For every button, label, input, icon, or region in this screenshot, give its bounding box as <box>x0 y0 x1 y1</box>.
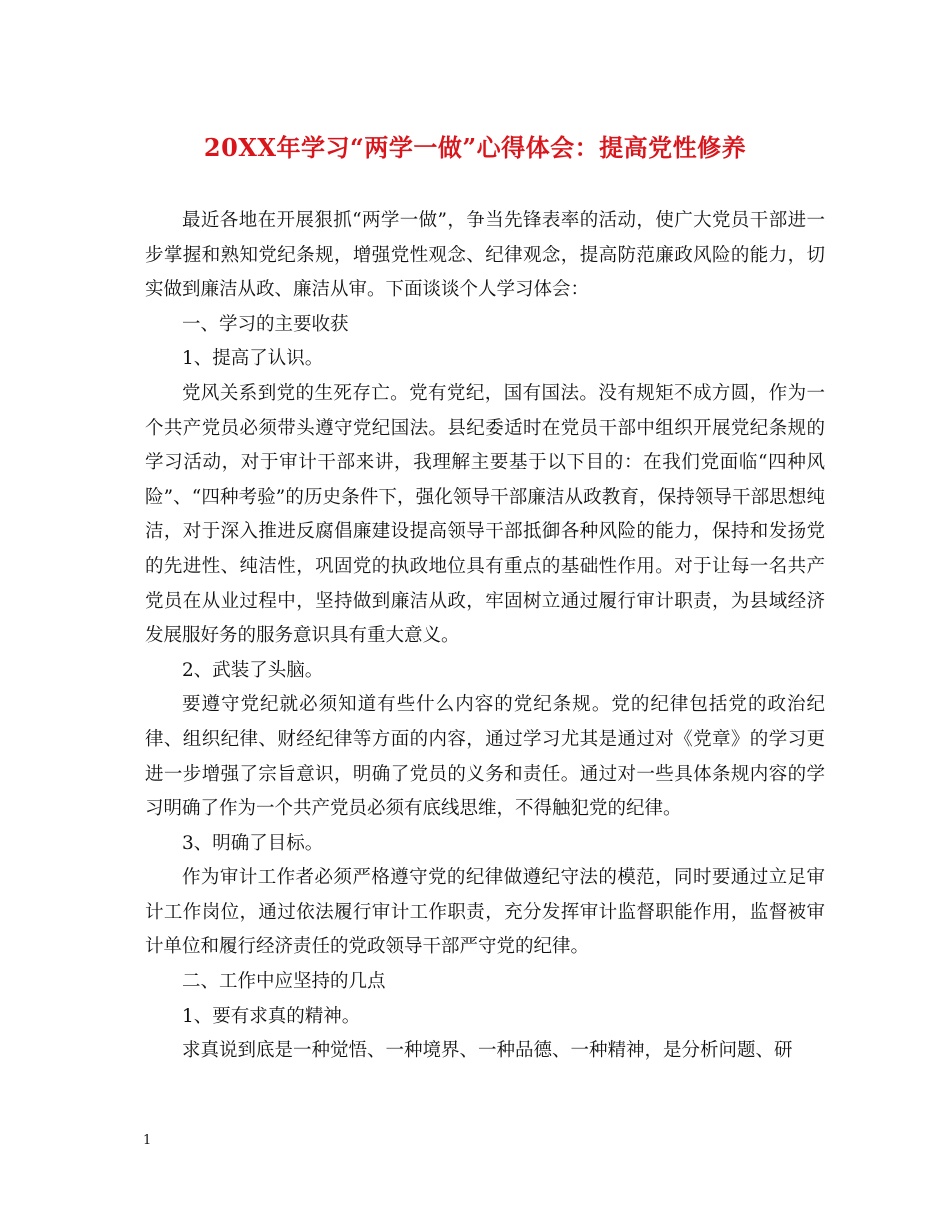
section-heading-1: 一、学习的主要收获 <box>182 313 349 335</box>
paragraph-1-3: 作为审计工作者必须严格遵守党的纪律做遵纪守法的模范，同时要通过立足审计工作岗位，通过依法履行审计工作职责，充分发挥审计监督职能作用，监督被审计单位和履行经济责任的党政领导干部严守党的纪律。 <box>145 867 825 958</box>
page-number: 1 <box>143 1133 152 1148</box>
paragraph-intro: 最近各地在开展狠抓“两学一做”，争当先锋表率的活动，使广大党员干部进一步掌握和熟知党纪条规，增强党性观念、纪律观念，提高防范廉政风险的能力，切实做到廉洁从政、廉洁从审。下面谈谈个人学习体会： <box>145 210 825 301</box>
section-heading-2: 二、工作中应坚持的几点 <box>182 971 386 993</box>
paragraph-1-2: 要遵守党纪就必须知道有些什么内容的党纪条规。党的纪律包括党的政治纪律、组织纪律、财经纪律等方面的内容，通过学习尤其是通过对《党章》的学习更进一步增强了宗旨意识，明确了党员的义务和责任。通过对一些具体条规内容的学习明确了作为一个共产党员必须有底线思维，不得触犯党的纪律。 <box>145 694 825 820</box>
subheading-2-1: 1、要有求真的精神。 <box>182 1005 361 1027</box>
document-body <box>145 204 825 1069</box>
subheading-1-1: 1、提高了认识。 <box>182 348 324 370</box>
paragraph-1-1: 党风关系到党的生死存亡。党有党纪，国有国法。没有规矩不成方圆，作为一个共产党员必须带头遵守党纪国法。县纪委适时在党员干部中组织开展党纪条规的学习活动，对于审计干部来讲，我理解主要基于以下目的：在我们党面临“四种风险”、“四种考验”的历史条件下，强化领导干部廉洁从政教育，保持领导干部思想纯洁，对于深入推进反腐倡廉建设提高领导干部抵御各种风险的能力，保持和发扬党的先进性、纯洁性，巩固党的执政地位具有重点的基础性作用。对于让每一名共产党员在从业过程中，坚持做到廉洁从政，牢固树立通过履行审计职责，为县域经济发展服好务的服务意识具有重大意义。 <box>145 382 825 647</box>
subheading-1-3: 3、明确了目标。 <box>182 832 324 854</box>
subheading-1-2: 2、武装了头脑。 <box>182 659 324 681</box>
document-title: 20XX年学习“两学一做”心得体会：提高党性修养 <box>203 133 747 162</box>
paragraph-2-1: 求真说到底是一种觉悟、一种境界、一种品德、一种精神，是分析问题、研 <box>182 1040 793 1062</box>
